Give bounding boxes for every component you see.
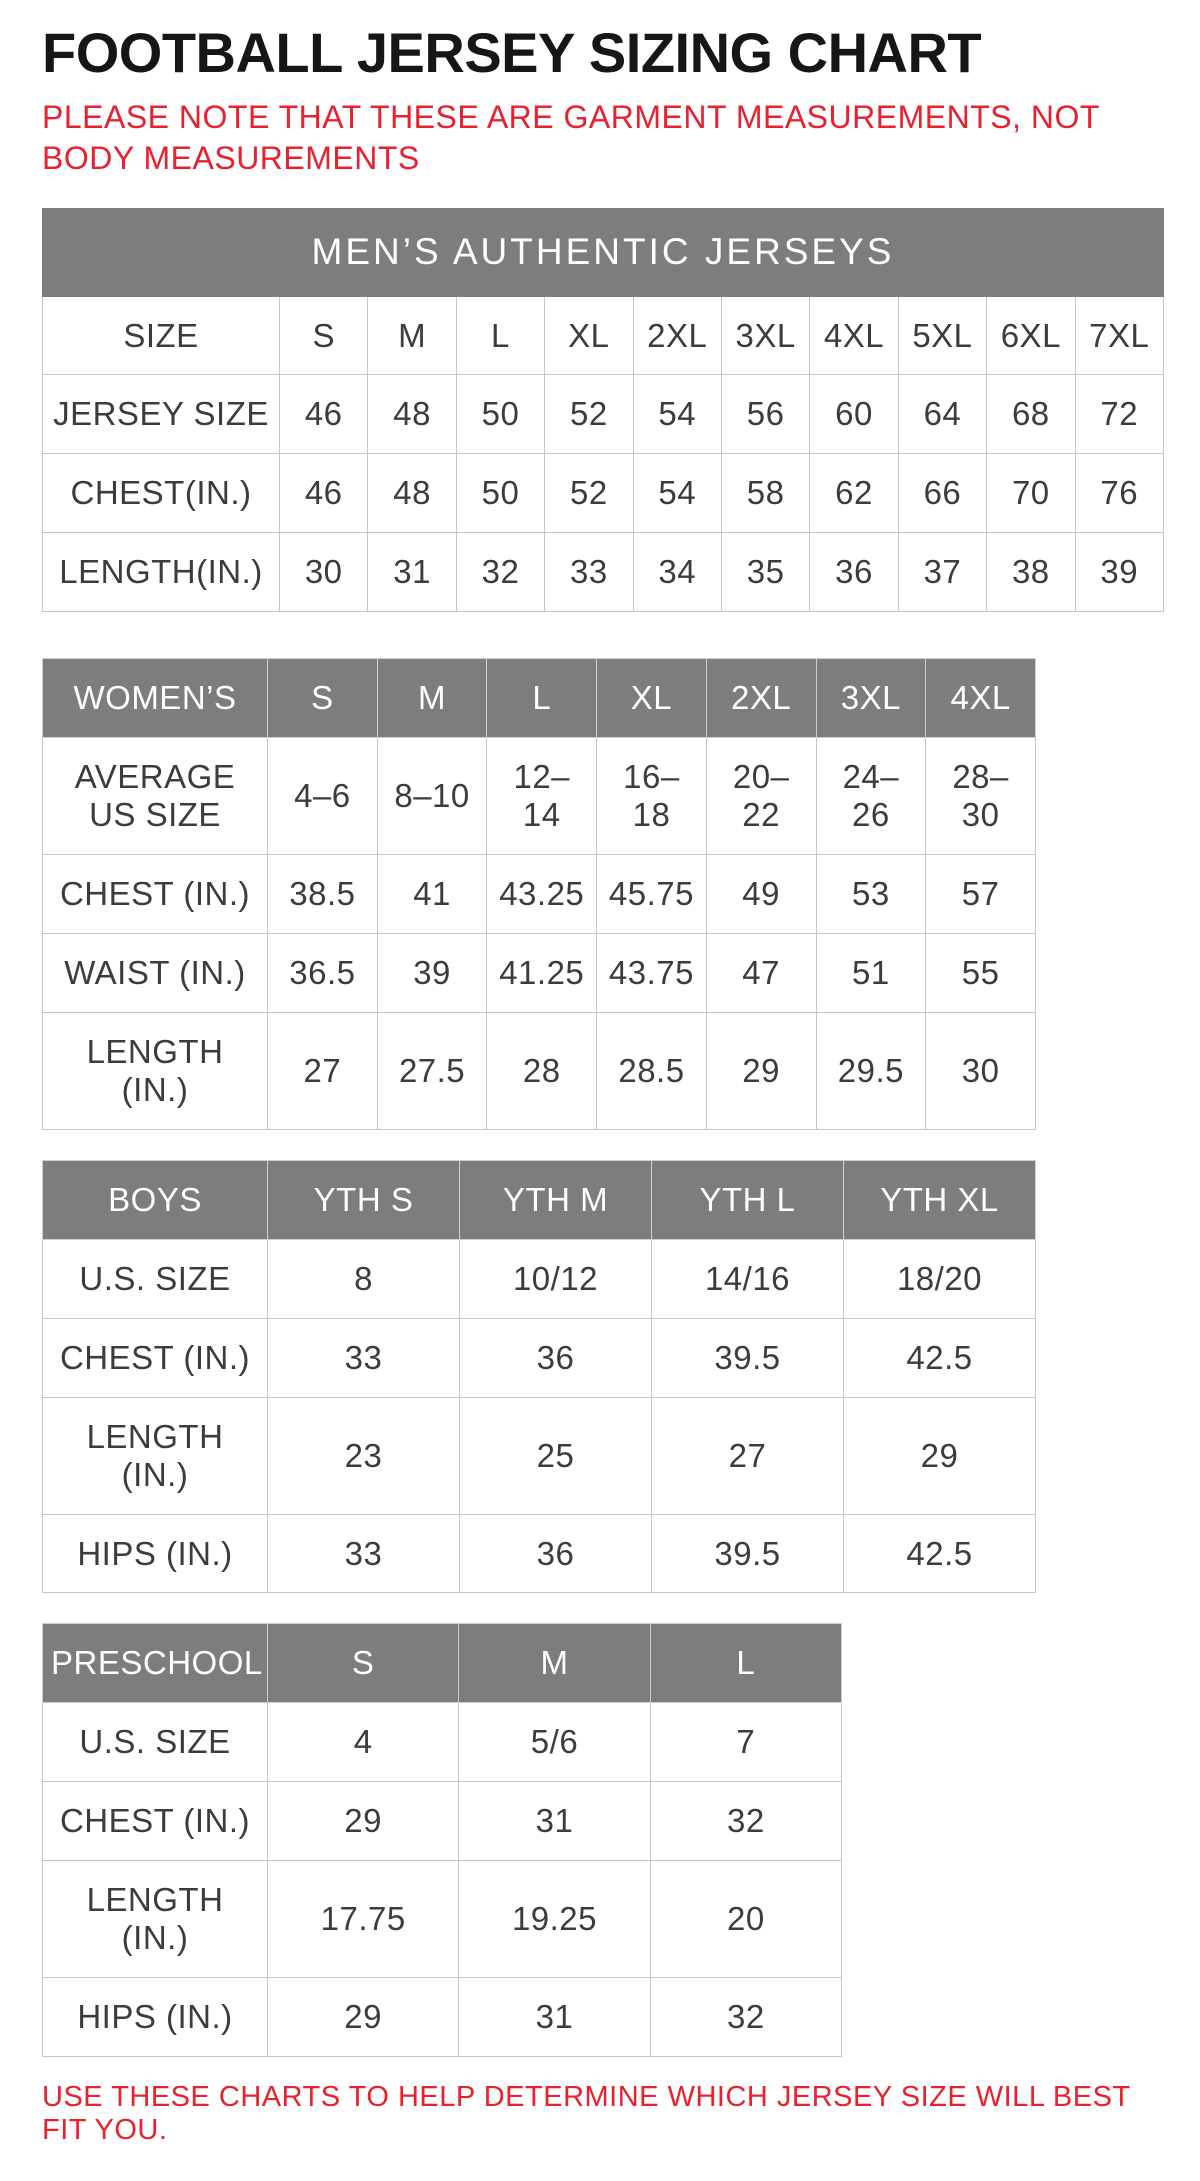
row-label: JERSEY SIZE — [43, 375, 280, 454]
table-row — [43, 375, 1164, 454]
table-cell: 39.5 — [652, 1514, 844, 1593]
table-row — [43, 454, 1164, 533]
table-cell: 6XL — [987, 296, 1075, 375]
table-cell: 29 — [268, 1978, 459, 2057]
table-cell: 64 — [898, 375, 986, 454]
size-column-header: 4XL — [926, 659, 1036, 738]
table-cell: 62 — [810, 454, 898, 533]
table-cell: 30 — [926, 1012, 1036, 1129]
boys-sizing-table — [42, 1160, 1036, 1594]
table-cell: L — [456, 296, 544, 375]
table-row — [43, 1978, 842, 2057]
table-row — [43, 1782, 842, 1861]
table-cell: 76 — [1075, 454, 1163, 533]
table-cell: 54 — [633, 454, 721, 533]
table-cell: 55 — [926, 934, 1036, 1013]
table-cell: 72 — [1075, 375, 1163, 454]
table-row — [43, 1397, 1036, 1514]
row-label: SIZE — [43, 296, 280, 375]
womens-header-label: WOMEN’S — [43, 659, 268, 738]
row-label: CHEST (IN.) — [43, 1318, 268, 1397]
table-cell: 53 — [816, 855, 926, 934]
table-cell: XL — [545, 296, 633, 375]
table-cell: 8–10 — [377, 738, 487, 855]
table-cell: 33 — [268, 1318, 460, 1397]
table-cell: 35 — [721, 533, 809, 612]
size-column-header: YTH M — [460, 1160, 652, 1239]
table-cell: 8 — [268, 1239, 460, 1318]
table-cell: 17.75 — [268, 1861, 459, 1978]
womens-sizing-table — [42, 658, 1036, 1130]
size-column-header: M — [459, 1624, 650, 1703]
row-label: AVERAGE US SIZE — [43, 738, 268, 855]
row-label: LENGTH (IN.) — [43, 1012, 268, 1129]
row-label: HIPS (IN.) — [43, 1514, 268, 1593]
table-cell: 68 — [987, 375, 1075, 454]
table-cell: 27 — [268, 1012, 378, 1129]
table-cell: 28–30 — [926, 738, 1036, 855]
table-cell: 39 — [377, 934, 487, 1013]
table-cell: 41.25 — [487, 934, 597, 1013]
row-label: LENGTH (IN.) — [43, 1861, 268, 1978]
womens-header-row — [43, 659, 1036, 738]
table-cell: 37 — [898, 533, 986, 612]
table-cell: 12–14 — [487, 738, 597, 855]
mens-sizing-table — [42, 208, 1164, 612]
row-label: U.S. SIZE — [43, 1703, 268, 1782]
size-column-header: 2XL — [706, 659, 816, 738]
row-label: LENGTH(IN.) — [43, 533, 280, 612]
table-cell: 18/20 — [844, 1239, 1036, 1318]
table-cell: 10/12 — [460, 1239, 652, 1318]
table-cell: 54 — [633, 375, 721, 454]
table-cell: 23 — [268, 1397, 460, 1514]
table-cell: 42.5 — [844, 1318, 1036, 1397]
table-cell: 38.5 — [268, 855, 378, 934]
table-cell: 43.25 — [487, 855, 597, 934]
table-cell: 4–6 — [268, 738, 378, 855]
table-cell: 46 — [280, 375, 368, 454]
table-cell: 49 — [706, 855, 816, 934]
table-cell: 41 — [377, 855, 487, 934]
table-cell: 36 — [460, 1318, 652, 1397]
table-cell: 16–18 — [597, 738, 707, 855]
table-cell: 50 — [456, 454, 544, 533]
table-cell: 7 — [650, 1703, 841, 1782]
table-cell: 28 — [487, 1012, 597, 1129]
table-cell: 56 — [721, 375, 809, 454]
table-cell: 60 — [810, 375, 898, 454]
table-cell: 5/6 — [459, 1703, 650, 1782]
row-label: U.S. SIZE — [43, 1239, 268, 1318]
table-cell: 29.5 — [816, 1012, 926, 1129]
table-cell: 29 — [844, 1397, 1036, 1514]
table-cell: S — [280, 296, 368, 375]
table-cell: 29 — [706, 1012, 816, 1129]
table-cell: 52 — [545, 375, 633, 454]
table-row — [43, 533, 1164, 612]
table-cell: M — [368, 296, 456, 375]
table-row — [43, 1514, 1036, 1593]
table-cell: 32 — [650, 1782, 841, 1861]
table-cell: 42.5 — [844, 1514, 1036, 1593]
table-cell: 39 — [1075, 533, 1163, 612]
row-label: WAIST (IN.) — [43, 934, 268, 1013]
table-row — [43, 296, 1164, 375]
row-label: LENGTH (IN.) — [43, 1397, 268, 1514]
table-cell: 31 — [368, 533, 456, 612]
table-cell: 50 — [456, 375, 544, 454]
table-cell: 7XL — [1075, 296, 1163, 375]
row-label: CHEST (IN.) — [43, 1782, 268, 1861]
page-title: FOOTBALL JERSEY SIZING CHART — [42, 21, 982, 84]
table-cell: 3XL — [721, 296, 809, 375]
row-label: HIPS (IN.) — [43, 1978, 268, 2057]
size-column-header: M — [377, 659, 487, 738]
table-cell: 20–22 — [706, 738, 816, 855]
table-cell: 24–26 — [816, 738, 926, 855]
table-cell: 32 — [650, 1978, 841, 2057]
boys-table-section — [42, 1160, 1158, 1594]
table-cell: 4XL — [810, 296, 898, 375]
table-cell: 36 — [460, 1514, 652, 1593]
row-label: CHEST (IN.) — [43, 855, 268, 934]
table-cell: 51 — [816, 934, 926, 1013]
preschool-sizing-table — [42, 1623, 842, 2057]
table-cell: 33 — [545, 533, 633, 612]
table-cell: 32 — [456, 533, 544, 612]
table-cell: 5XL — [898, 296, 986, 375]
table-cell: 28.5 — [597, 1012, 707, 1129]
footer-note: USE THESE CHARTS TO HELP DETERMINE WHICH JERSEY SIZE WILL BEST FIT YOU. — [42, 2081, 1131, 2147]
table-cell: 30 — [280, 533, 368, 612]
size-column-header: S — [268, 659, 378, 738]
table-row — [43, 738, 1036, 855]
preschool-table-section — [42, 1623, 1158, 2057]
table-cell: 2XL — [633, 296, 721, 375]
table-cell: 36.5 — [268, 934, 378, 1013]
table-cell: 58 — [721, 454, 809, 533]
table-cell: 38 — [987, 533, 1075, 612]
preschool-header-row — [43, 1624, 842, 1703]
mens-table-title: MEN’S AUTHENTIC JERSEYS — [43, 208, 1164, 296]
size-column-header: XL — [597, 659, 707, 738]
table-row — [43, 1318, 1036, 1397]
table-cell: 29 — [268, 1782, 459, 1861]
table-row — [43, 934, 1036, 1013]
size-column-header: S — [268, 1624, 459, 1703]
table-cell: 45.75 — [597, 855, 707, 934]
table-cell: 20 — [650, 1861, 841, 1978]
table-row — [43, 855, 1036, 934]
table-cell: 36 — [810, 533, 898, 612]
table-cell: 47 — [706, 934, 816, 1013]
table-cell: 43.75 — [597, 934, 707, 1013]
mens-banner-row — [43, 208, 1164, 296]
womens-table-section — [42, 658, 1158, 1130]
table-cell: 57 — [926, 855, 1036, 934]
boys-header-row — [43, 1160, 1036, 1239]
table-cell: 48 — [368, 375, 456, 454]
table-cell: 4 — [268, 1703, 459, 1782]
table-cell: 48 — [368, 454, 456, 533]
size-column-header: L — [650, 1624, 841, 1703]
table-cell: 14/16 — [652, 1239, 844, 1318]
table-cell: 46 — [280, 454, 368, 533]
preschool-header-label: PRESCHOOL — [43, 1624, 268, 1703]
row-label: CHEST(IN.) — [43, 454, 280, 533]
table-row — [43, 1239, 1036, 1318]
table-cell: 31 — [459, 1978, 650, 2057]
table-cell: 33 — [268, 1514, 460, 1593]
table-cell: 52 — [545, 454, 633, 533]
table-cell: 31 — [459, 1782, 650, 1861]
size-column-header: YTH XL — [844, 1160, 1036, 1239]
table-row — [43, 1012, 1036, 1129]
table-cell: 39.5 — [652, 1318, 844, 1397]
table-cell: 25 — [460, 1397, 652, 1514]
table-cell: 27.5 — [377, 1012, 487, 1129]
size-column-header: YTH S — [268, 1160, 460, 1239]
size-column-header: YTH L — [652, 1160, 844, 1239]
table-cell: 27 — [652, 1397, 844, 1514]
boys-header-label: BOYS — [43, 1160, 268, 1239]
table-cell: 70 — [987, 454, 1075, 533]
mens-table-section — [42, 208, 1158, 612]
table-cell: 34 — [633, 533, 721, 612]
garment-measurement-note: PLEASE NOTE THAT THESE ARE GARMENT MEASUREMENTS, NOT BODY MEASUREMENTS — [42, 98, 1100, 177]
size-column-header: 3XL — [816, 659, 926, 738]
table-cell: 19.25 — [459, 1861, 650, 1978]
table-row — [43, 1861, 842, 1978]
size-column-header: L — [487, 659, 597, 738]
table-cell: 66 — [898, 454, 986, 533]
table-row — [43, 1703, 842, 1782]
